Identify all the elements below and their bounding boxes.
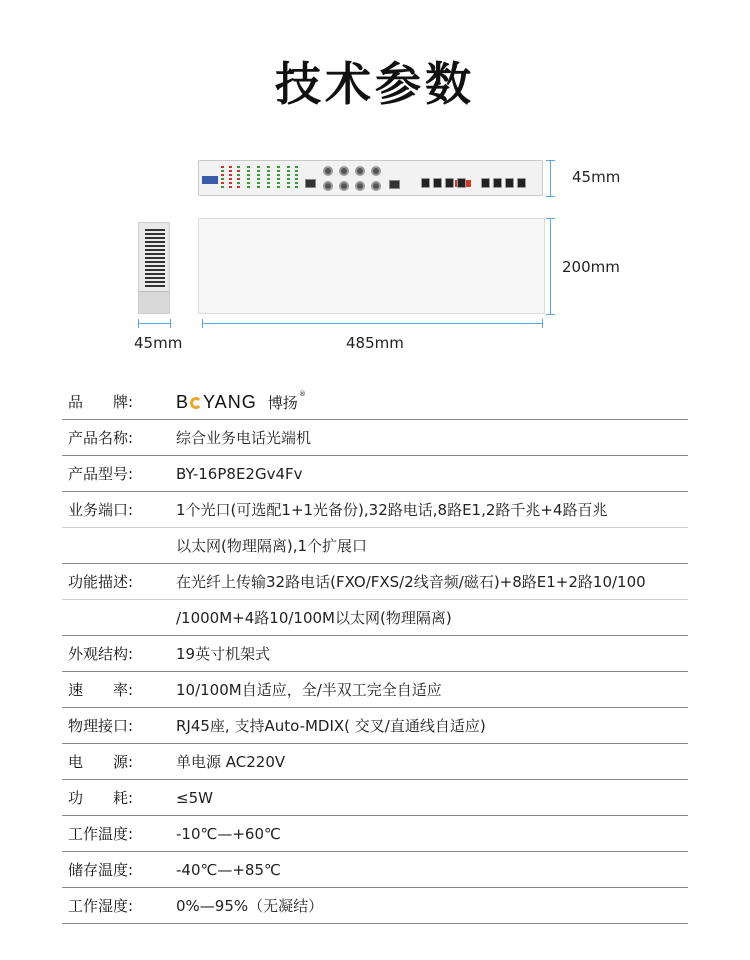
rj45-port xyxy=(445,178,454,188)
spec-row-brand xyxy=(62,384,688,420)
spec-row xyxy=(62,420,688,456)
spec-row xyxy=(62,672,688,708)
spec-value: -40℃—+85℃ xyxy=(176,861,281,879)
spec-value: ≤5W xyxy=(176,789,213,807)
rj45-port xyxy=(505,178,514,188)
led-indicators xyxy=(221,166,297,192)
spec-value: RJ45座, 支持Auto-MDIX( 交叉/直通线自适应) xyxy=(176,717,486,735)
spec-label: 产品型号: xyxy=(68,465,134,483)
spec-value: BY-16P8E2Gv4Fv xyxy=(176,465,303,483)
brand-logo xyxy=(176,384,306,420)
spec-row xyxy=(62,708,688,744)
device-front-panel-image xyxy=(198,160,543,196)
spec-value: 在光纤上传输32路电话(FXO/FXS/2线音频/磁石)+8路E1+2路10/100 xyxy=(176,573,646,591)
spec-label: 物理接口: xyxy=(68,717,134,735)
console-port xyxy=(389,180,400,189)
specs-table xyxy=(62,384,688,924)
depth-dimension-line xyxy=(550,218,551,315)
spec-label: 业务端口: xyxy=(68,501,134,519)
spec-value: 10/100M自适应，全/半双工完全自适应 xyxy=(176,681,442,699)
width-dimension-label: 485mm xyxy=(346,334,404,352)
bnc-connector xyxy=(371,166,381,176)
spec-label: 速 率: xyxy=(68,681,134,699)
spec-value: 综合业务电话光端机 xyxy=(176,429,312,447)
rj45-port xyxy=(433,178,442,188)
spec-label: 外观结构: xyxy=(68,645,134,663)
spec-row-continuation xyxy=(62,600,688,636)
spec-label: 工作温度: xyxy=(68,825,134,843)
spec-label: 电 源: xyxy=(68,753,134,771)
bnc-connector xyxy=(323,166,333,176)
spec-value: 1个光口(可选配1+1光备份),32路电话,8路E1,2路千兆+4路百兆 xyxy=(176,501,608,519)
rj45-port xyxy=(517,178,526,188)
spec-row xyxy=(62,636,688,672)
height-dimension-label: 45mm xyxy=(572,168,621,186)
page-title: 技术参数 xyxy=(275,57,475,111)
spec-row xyxy=(62,852,688,888)
rj45-port xyxy=(493,178,502,188)
bnc-connector xyxy=(323,181,333,191)
spec-row xyxy=(62,492,688,528)
brand-name-suffix: YANG xyxy=(203,392,257,412)
bnc-connector xyxy=(339,181,349,191)
spec-label: 品 牌: xyxy=(68,393,134,411)
bnc-connector xyxy=(355,181,365,191)
spec-label: 工作湿度: xyxy=(68,897,134,915)
spec-row xyxy=(62,888,688,924)
spec-row xyxy=(62,780,688,816)
device-side-view-image xyxy=(138,222,170,314)
device-top-view-image xyxy=(198,218,545,314)
spec-value: -10℃—+60℃ xyxy=(176,825,281,843)
spec-value: /1000M+4路10/100M以太网(物理隔离) xyxy=(176,609,452,627)
spec-row xyxy=(62,816,688,852)
spec-label: 储存温度: xyxy=(68,861,134,879)
optical-port xyxy=(305,179,316,188)
spec-value: 0%—95%（无凝结） xyxy=(176,897,324,915)
registered-mark: ® xyxy=(298,390,306,398)
height-dimension-line xyxy=(550,160,551,197)
panel-logo xyxy=(202,176,218,184)
side-width-dimension-label: 45mm xyxy=(134,334,183,352)
rj45-port xyxy=(457,178,466,188)
spec-row xyxy=(62,456,688,492)
rj45-port xyxy=(481,178,490,188)
spec-value: 单电源 AC220V xyxy=(176,753,286,771)
spec-value: 以太网(物理隔离),1个扩展口 xyxy=(176,537,368,555)
brand-name-prefix: B xyxy=(176,392,190,412)
spec-row-continuation xyxy=(62,528,688,564)
width-dimension-line xyxy=(202,323,543,324)
vent-slots xyxy=(145,229,165,287)
spec-value: 19英寸机架式 xyxy=(176,645,271,663)
brand-name-cn: 博扬 xyxy=(267,394,298,412)
depth-dimension-label: 200mm xyxy=(562,258,620,276)
spec-row xyxy=(62,564,688,600)
spec-label: 功 耗: xyxy=(68,789,134,807)
brand-o-icon xyxy=(190,397,202,409)
spec-label: 功能描述: xyxy=(68,573,134,591)
bnc-connector xyxy=(371,181,381,191)
rj45-port xyxy=(421,178,430,188)
spec-row xyxy=(62,744,688,780)
bnc-connector xyxy=(339,166,349,176)
side-width-dimension-line xyxy=(138,323,171,324)
mounting-ear xyxy=(139,291,169,313)
spec-label: 产品名称: xyxy=(68,429,134,447)
bnc-connector xyxy=(355,166,365,176)
